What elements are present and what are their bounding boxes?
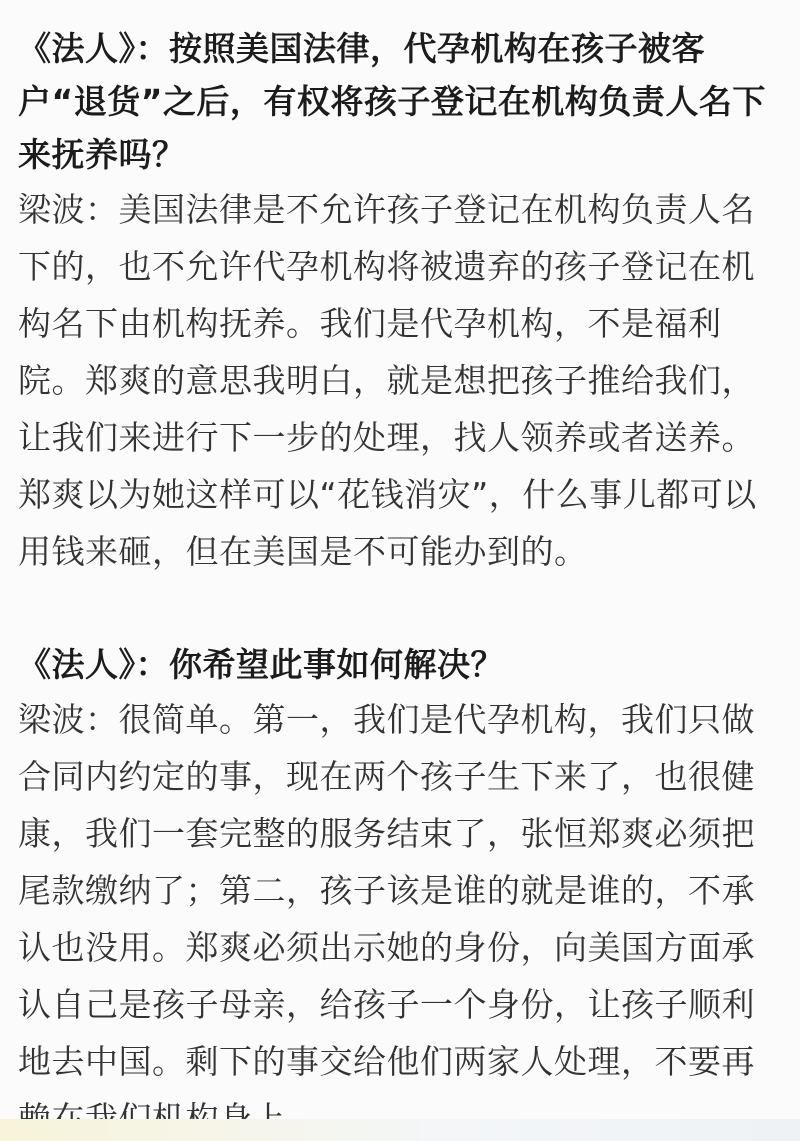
answer-1: 梁波：美国法律是不允许孩子登记在机构负责人名下的，也不允许代孕机构将被遗弃的孩子登记在机构名下由机构抚养。我们是代孕机构，不是福利院。郑爽的意思我明白，就是想把孩子推给我们，让我们来进行下一步的处理，找人领养或者送养。郑爽以为她这样可以“花钱消灾”，什么事儿都可以用钱来砸，但在美国是不可能办到的。 [18, 190, 757, 571]
question-1: 《法人》：按照美国法律，代孕机构在孩子被客户“退货”之后，有权将孩子登记在机构负责人名下来抚养吗？ [18, 29, 766, 174]
section-gap [18, 580, 782, 638]
bottom-strip [0, 1119, 800, 1141]
answer-2: 梁波：很简单。第一，我们是代孕机构，我们只做合同内约定的事，现在两个孩子生下来了，也很健康，我们一套完整的服务结束了，张恒郑爽必须把尾款缴纳了；第二，孩子该是谁的就是谁的，不承认也没用。郑爽必须出示她的身份，向美国方面承认自己是孩子母亲，给孩子一个身份，让孩子顺利地去中国。剩下的事交给他们两家人处理，不要再 [18, 700, 755, 1081]
qa-block-2 [18, 638, 782, 1141]
qa-block-1 [18, 22, 782, 580]
question-2: 《法人》：你希望此事如何解决？ [18, 645, 504, 684]
